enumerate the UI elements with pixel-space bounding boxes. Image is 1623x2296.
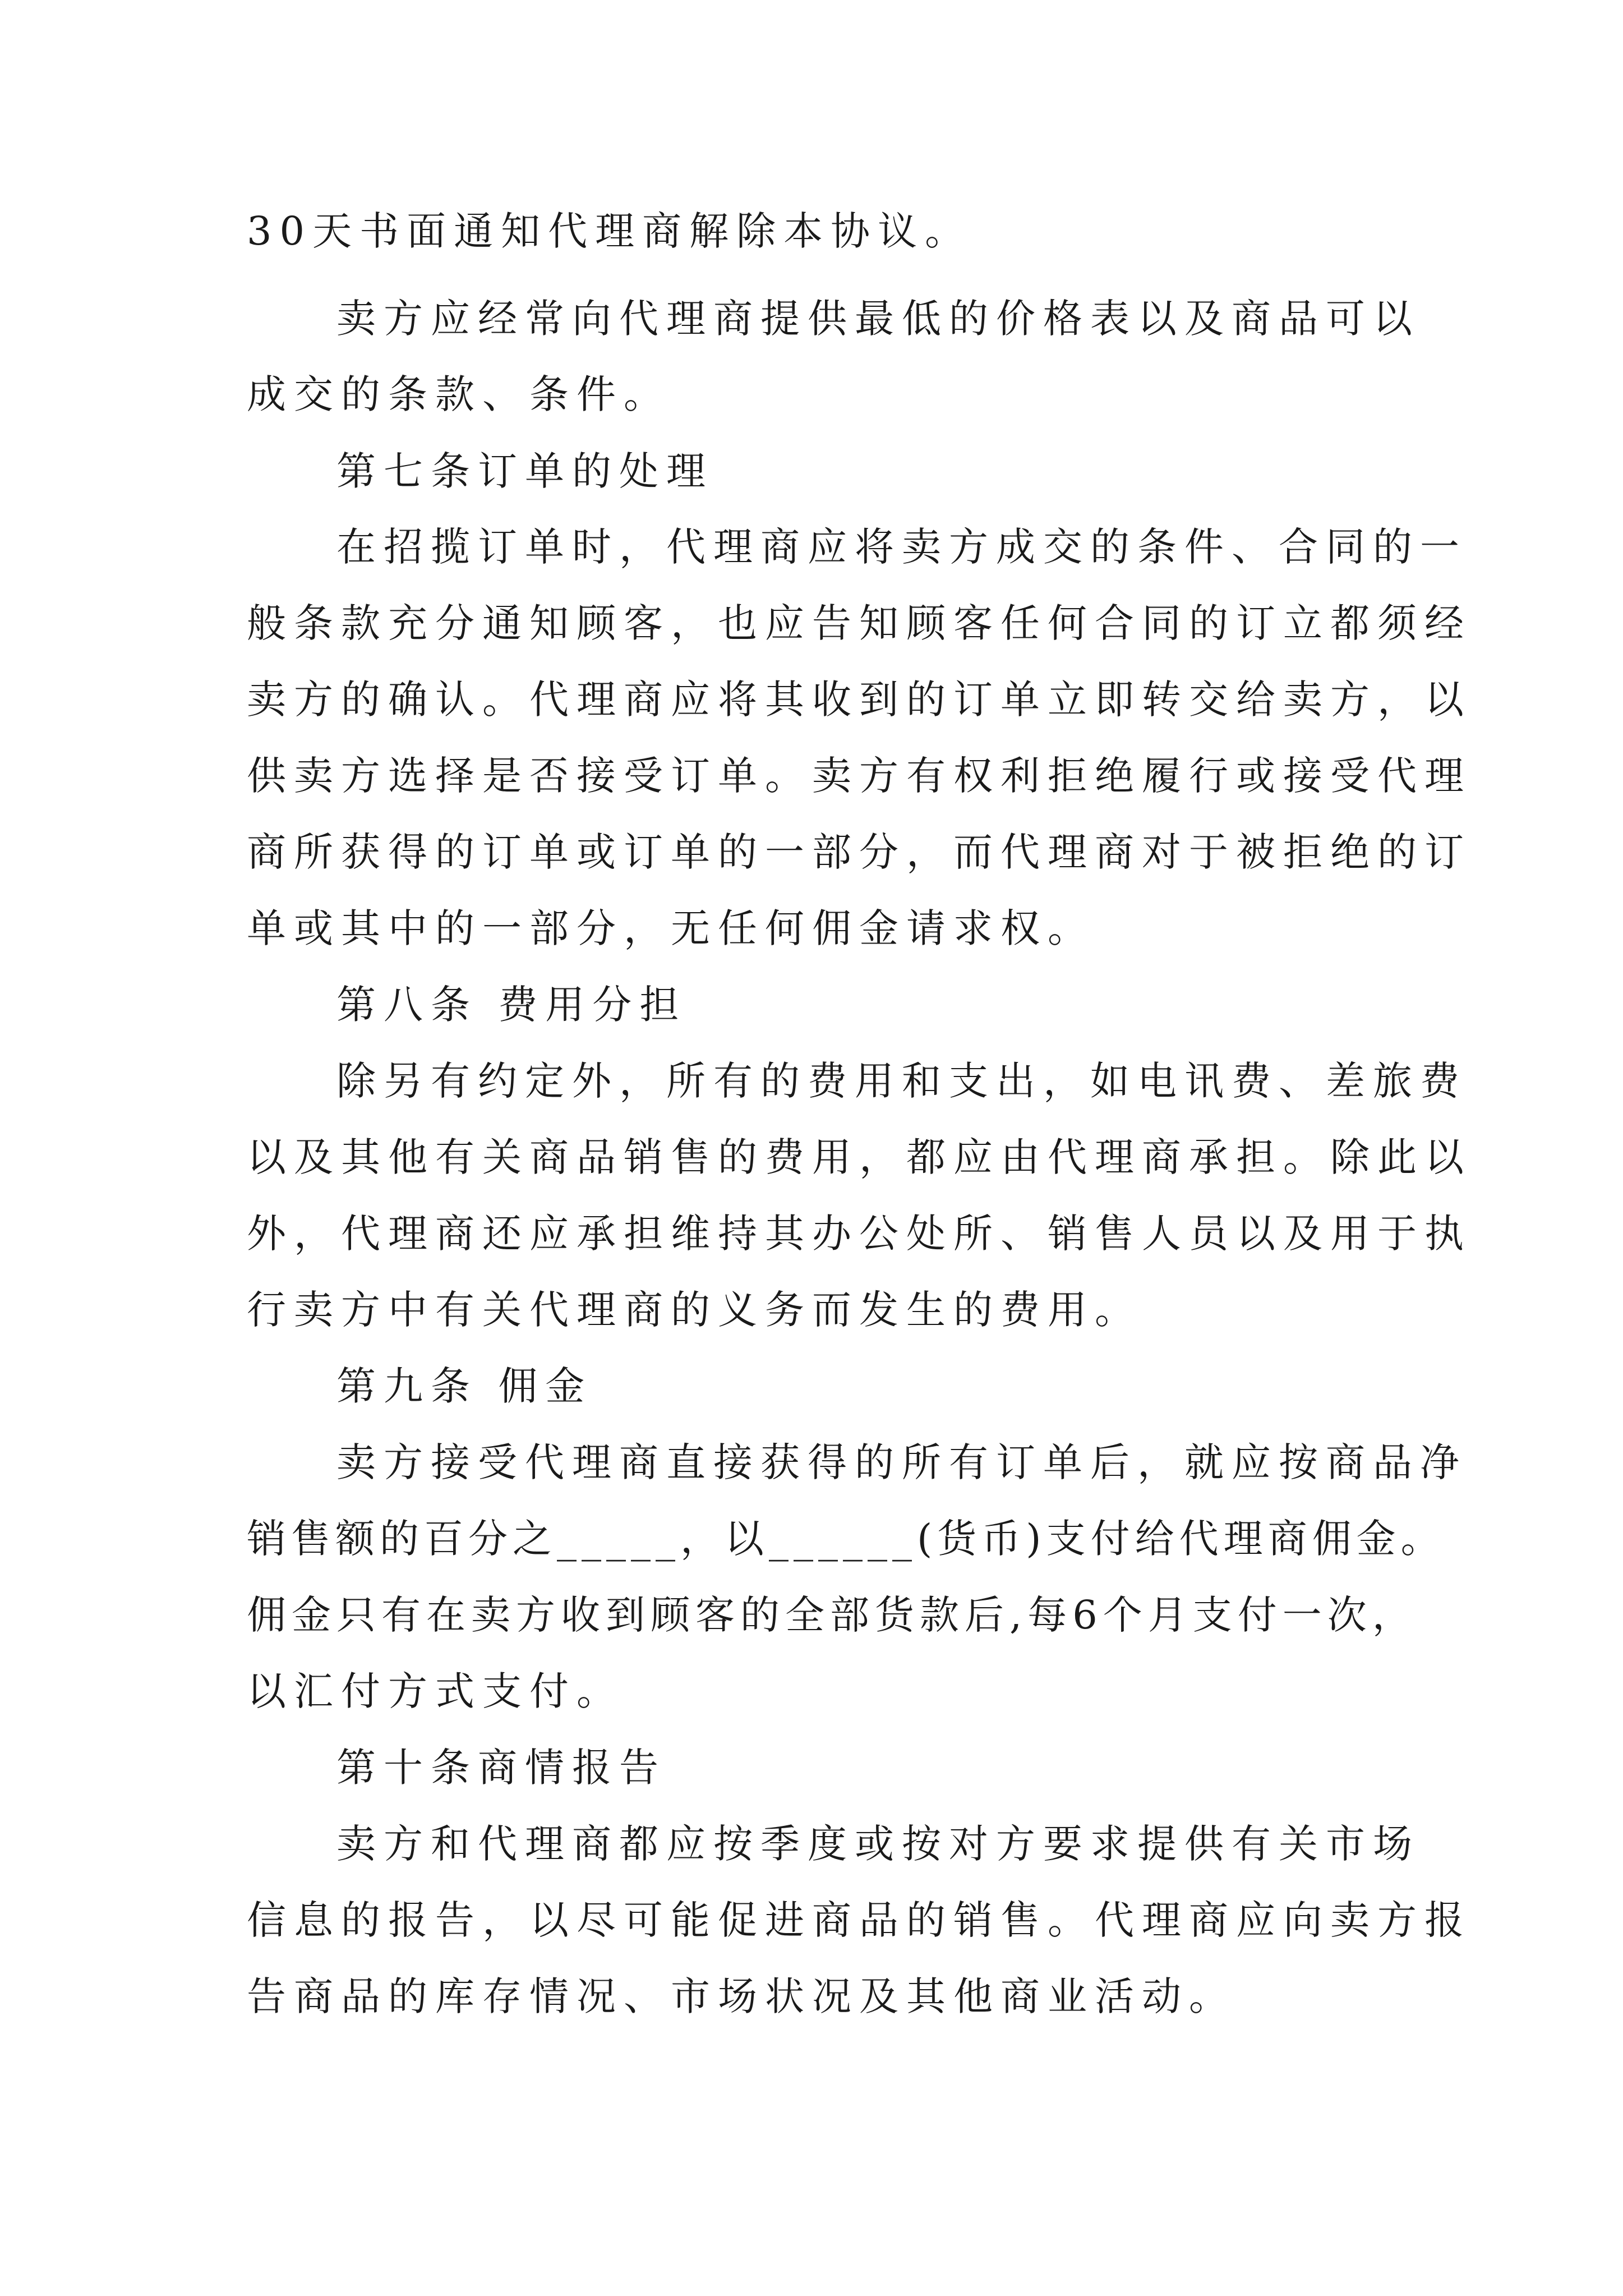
body-line: 成交的条款、条件。 <box>247 371 671 417</box>
body-line: 外，代理商还应承担维持其办公处所、销售人员以及用于执 <box>247 1211 1472 1257</box>
body-line: 商所获得的订单或订单的一部分，而代理商对于被拒绝的订 <box>247 829 1472 875</box>
section-heading: 第八条 费用分担 <box>336 982 687 1028</box>
body-line: 告商品的库存情况、市场状况及其他商业活动。 <box>247 1973 1236 2019</box>
body-line: 般条款充分通知顾客，也应告知顾客任何合同的订立都须经 <box>247 600 1472 646</box>
paragraph-first-line: 卖方和代理商都应按季度或按对方要求提供有关市场 <box>336 1821 1420 1867</box>
body-line: 以汇付方式支付。 <box>247 1668 624 1714</box>
body-line: 卖方的确认。代理商应将其收到的订单立即转交给卖方，以 <box>247 677 1472 723</box>
body-line: 佣金只有在卖方收到顾客的全部货款后,每6个月支付一次， <box>247 1592 1417 1638</box>
body-line: 行卖方中有关代理商的义务而发生的费用。 <box>247 1287 1142 1333</box>
paragraph-first-line: 卖方应经常向代理商提供最低的价格表以及商品可以 <box>336 296 1420 342</box>
section-heading: 第七条订单的处理 <box>336 448 713 494</box>
body-line: 单或其中的一部分，无任何佣金请求权。 <box>247 905 1095 951</box>
paragraph-first-line: 除另有约定外，所有的费用和支出，如电讯费、差旅费 <box>336 1058 1467 1104</box>
paragraph-first-line: 在招揽订单时，代理商应将卖方成交的条件、合同的一 <box>336 524 1467 570</box>
body-line: 供卖方选择是否接受订单。卖方有权利拒绝履行或接受代理 <box>247 753 1472 799</box>
paragraph-first-line: 卖方接受代理商直接获得的所有订单后，就应按商品净 <box>336 1439 1467 1485</box>
body-line: 信息的报告，以尽可能促进商品的销售。代理商应向卖方报 <box>247 1897 1472 1943</box>
body-line: 以及其他有关商品销售的费用，都应由代理商承担。除此以 <box>247 1134 1472 1180</box>
body-line: 销售额的百分之_____，以______(货币)支付给代理商佣金。 <box>247 1516 1445 1562</box>
section-heading: 第九条 佣金 <box>336 1363 593 1409</box>
body-line: 30天书面通知代理商解除本协议。 <box>247 208 972 254</box>
section-heading: 第十条商情报告 <box>336 1745 666 1791</box>
